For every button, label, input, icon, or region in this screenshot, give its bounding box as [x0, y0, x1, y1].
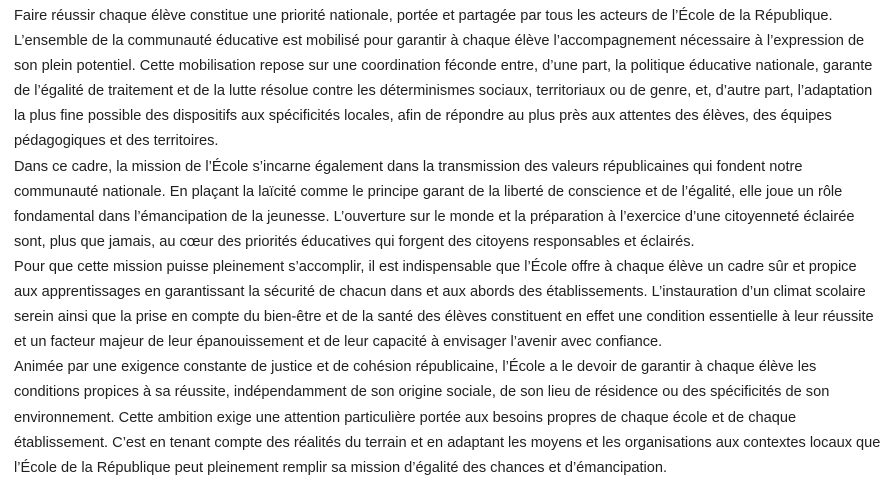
paragraph-1: Faire réussir chaque élève constitue une priorité nationale, portée et partagée par tous les acteurs de l’École de la République. L’ensemble de la communauté éducative est mobilisé pour garantir à chaque élève l’accompagnement nécessaire à l’expression de son plein potentiel. Cette mobilisation repose sur une coordination féconde entre, d’une part, la politique éducative nationale, garante de l’égalité de traitement et de la lutte résolue contre les déterminismes sociaux, territoriaux ou de genre, et, d’autre part, l’adaptation la plus fine possible des dispositifs aux spécificités locales, afin de répondre au plus près aux attentes des élèves, des équipes pédagogiques et des territoires. [14, 8, 873, 150]
paragraph-3: Pour que cette mission puisse pleinement s’accomplir, il est indispensable que l’École offre à chaque élève un cadre sûr et propice aux apprentissages en garantissant la sécurité de chacun dans et aux abords des établissements. L’instauration d’un climat scolaire serein ainsi que la prise en compte du bien-être et de la santé des élèves constituent en effet une condition essentielle à leur réussite et un facteur majeur de leur épanouissement et de leur capacité à envisager l’avenir avec confiance. [14, 258, 874, 351]
paragraph-4: Animée par une exigence constante de justice et de cohésion républicaine, l’École a le devoir de garantir à chaque élève les conditions propices à sa réussite, indépendamment de son origine sociale, de son lieu de résidence ou des spécificités de son environnement. Cette ambition exige une attention particulière portée aux besoins propres de chaque école et de chaque établissement. C’est en tenant compte des réalités du terrain et en adaptant les moyens et les organisations aux contextes locaux que l’École de la République peut pleinement remplir sa mission d’égalité des chances et d’émancipation. [14, 359, 881, 476]
paragraph-2: Dans ce cadre, la mission de l’École s’incarne également dans la transmission des valeurs républicaines qui fondent notre communauté nationale. En plaçant la laïcité comme le principe garant de la liberté de conscience et de l’égalité, elle joue un rôle fondamental dans l’émancipation de la jeunesse. L’ouverture sur le monde et la préparation à l’exercice d’une citoyenneté éclairée sont, plus que jamais, au cœur des priorités éducatives qui forgent des citoyens responsables et éclairés. [14, 158, 855, 250]
